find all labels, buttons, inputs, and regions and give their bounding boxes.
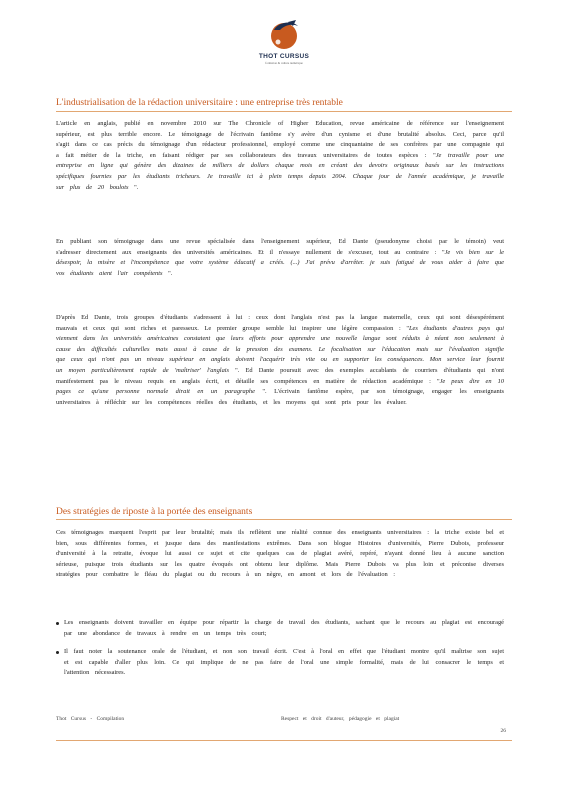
thot-cursus-logo-icon — [266, 18, 302, 52]
logo — [258, 18, 310, 65]
paragraph: Ces témoignages marquent l'esprit par leur brutalité; mais ils reflètent une réalité connue des enseignants universitaires : la triche existe bel et bien, sous différentes formes, et jusque dans des manifestations extrêmes. Dans son blogue Histoires d'universités, Pierre Dubois, professeur d'université à la retraite, évoque lui aussi ce sujet et cite quelques cas de plagiat avéré, repéré, n'ayant donné lieu à aucune sanction sérieuse, puisque trois étudiants sur les quatre évoqués ont obtenu leur diplôme. Mais Pierre Dubois va plus loin et préconise diverses stratégies pour combattre le fléau du plagiat ou du recours à un nègre, en amont et lors de l'évaluation : — [56, 529, 504, 579]
list-item — [56, 647, 504, 679]
paragraph-text: ". L'écrivain fantôme espère, par son témoignage, engager les enseignants universitaires à réfléchir sur les compétences réelles des étudiants, et les moyens qui sont pris pour les évaluer. — [56, 388, 504, 406]
section-title: Des stratégies de riposte à la portée des enseignants — [56, 507, 253, 517]
paragraph-text: En publiant son témoignage dans une revue spécialisée dans l'enseignement supérieur, Ed Dante (pseudonyme choisi par le témoin) veut s'adresser directement aux enseignants des universités américaines. Et il n'essaye nullement de s'excuser, tout au contraire : " — [56, 238, 504, 256]
quote: Je travaille pour une entreprise en ligne qui génère des dizaines de milliers de dollars chaque mois en créant des devoirs originaux basés sur les instructions spécifiques fournies par les étudiants tricheurs. Je travaille ici à plein temps depuis 2004. Chaque jour de l'année académique, je travaille sur plus de 20 boulots — [56, 151, 504, 191]
paragraph-text: L'article en anglais, publié en novembre 2010 sur The Chronicle of Higher Education, revue américaine de référence sur l'enseignement supérieur, est plus terrible encore. Le témoignage de l'écrivain fantôme s'y avère d'un cynisme et d'une brutalité absolus. Ceci, parce qu'il s'agit dans ce cas précis du témoignage d'un rédacteur professionnel, employé comme une cinquantaine de ses confrères par une compagnie qui a fait métier de la triche, en faisant rédiger par ses collaborateurs des travaux universitaires de toutes espèces : " — [56, 120, 504, 159]
paragraph — [56, 119, 504, 193]
list-item — [56, 618, 504, 639]
quote: Je peux dire en 10 pages ce qu'une personne normale dirait en un paragraphe — [56, 377, 505, 396]
list-item-text: Il faut noter la soutenance orale de l'étudiant, et non son travail écrit. C'est à l'oral en effet que l'étudiant montre qu'il maîtrise son sujet et est capable d'aller plus loin. Ce qui implique de ne pas faire de l'oral une simple formalité, mais de lui consacrer le temps et l'attention nécessaires. — [64, 648, 504, 677]
page-number: 26 — [500, 728, 506, 734]
logo-name: THOT CURSUS — [258, 53, 310, 60]
paragraph-text: ". — [128, 183, 139, 191]
logo-tagline: formation & culture numérique — [265, 61, 303, 65]
paragraph-text: ". — [162, 269, 173, 277]
bullet-icon — [56, 622, 59, 625]
paragraph-text: ". Ed Dante poursuit avec des exemples accablants de courriers d'étudiants qui n'ont manifestement pas le niveau requis en anglais écrit, et détaille ses compétences en matière de rédaction académique : " — [56, 366, 504, 385]
title-underline — [56, 111, 512, 112]
quote: Les étudiants d'autres pays qui viennent dans les universités américaines constatent que leurs efforts pour apprendre une nouvelle langue sont réduits à néant non seulement à cause des difficultés culturelles mais aussi à cause de la pression des examens. Le focalisation sur l'éducation mais sur l'évaluation signifie que ceux qui n'ont pas un niveau supérieur en anglais doivent l'acquérir très vite ou en supporter les conséquences. Mon service leur fournit un moyen particulièrement rapide de 'maîtriser' l'anglais — [56, 324, 505, 374]
section-industrialisation — [56, 97, 512, 406]
list-item-text: Les enseignants doivent travailler en équipe pour répartir la charge de travail des étudiants, sachant que le recours au plagiat est encouragé par une abondance de travaux à rendre en un temps très court; — [64, 619, 504, 637]
footer-rule — [56, 740, 512, 741]
bullet-icon — [56, 651, 59, 654]
bullet-list — [56, 618, 504, 687]
footer-left-text: Thot Cursus - Compilation — [56, 716, 125, 722]
section-strategies — [56, 506, 512, 677]
footer-right-text: Respect et droit d'auteur, pédagogie et plagiat — [281, 716, 400, 722]
paragraph-text: D'après Ed Dante, trois groupes d'étudiants s'adressent à lui : ceux dont l'anglais n'est pas la langue maternelle, ceux qui sont désespérément mauvais et ceux qui sont riches et paresseux. Le premier groupe semble lui inspirer une légère compassion : " — [56, 314, 504, 332]
paragraph — [56, 237, 504, 279]
section-title: L'industrialisation de la rédaction universitaire : une entreprise très rentable — [56, 98, 343, 108]
paragraph — [56, 313, 504, 408]
title-underline — [56, 519, 512, 520]
quote: Je vis bien sur le désespoir, la misère et l'incompétence que votre système éducatif a créés. (...) J'ai prévu d'arrêter. je suis fatigué de vous aider à faire que vos étudiants aient l'air compétents — [56, 248, 504, 277]
